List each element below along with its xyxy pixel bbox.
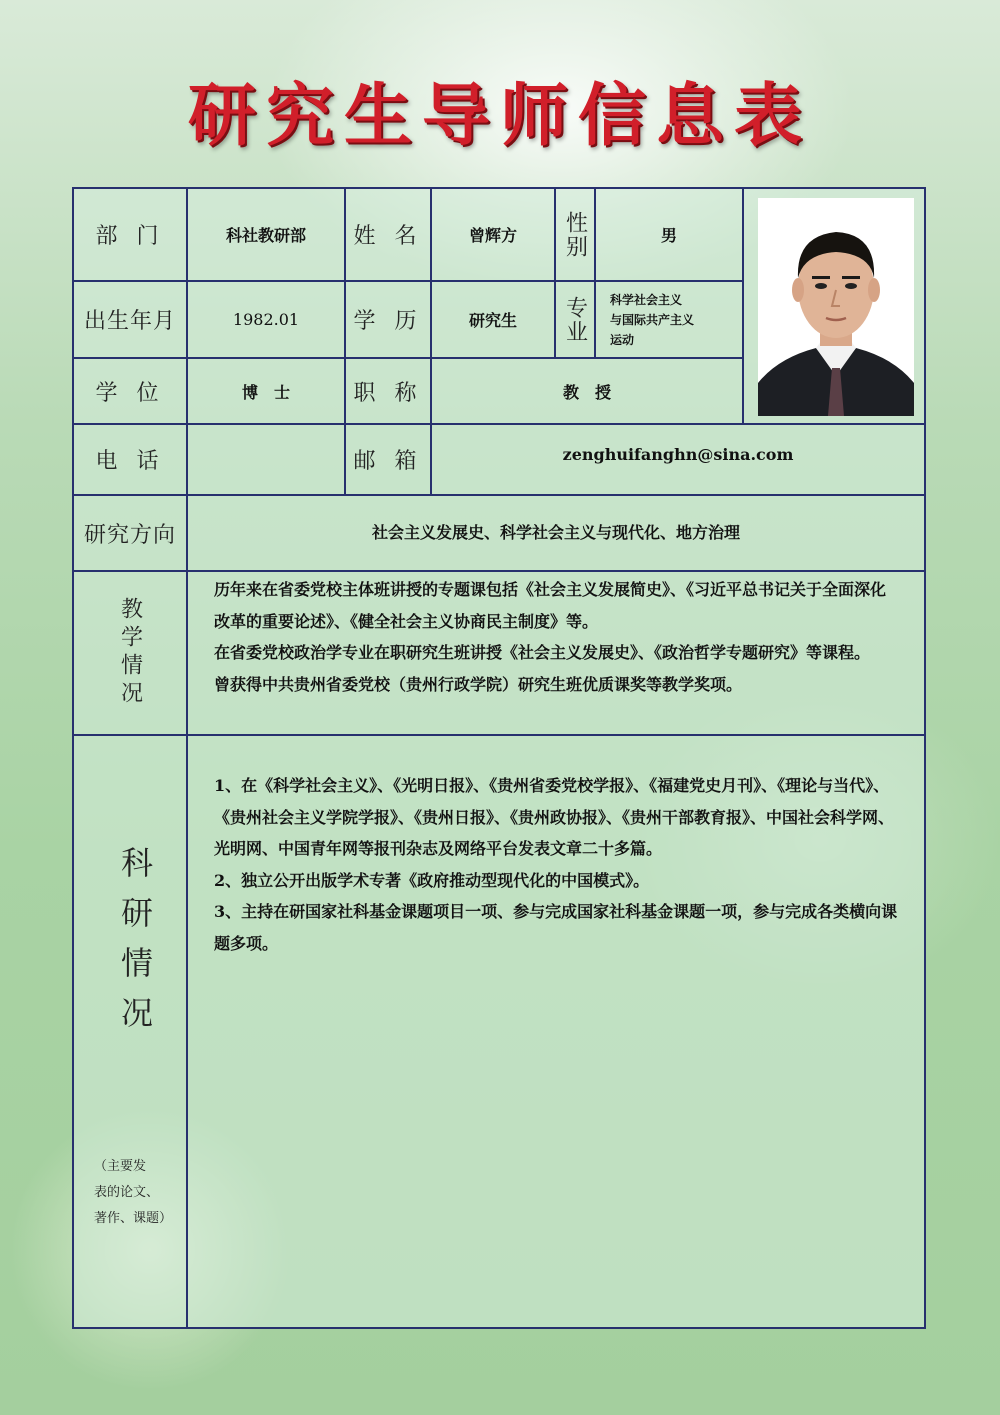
research-note-line: 著作、课题） (94, 1211, 173, 1226)
dept-value: 科社教研部 (186, 187, 346, 282)
major-line-3: 运动 (610, 332, 635, 347)
research-direction-label: 研究方向 (72, 494, 188, 572)
research-note-line: （主要发 (94, 1159, 147, 1174)
research-note (94, 1154, 186, 1232)
title-value: 教 授 (430, 357, 744, 425)
gender-value: 男 (594, 187, 744, 282)
major-line-1: 科学社会主义 (610, 292, 683, 307)
page-title: 研究生导师信息表 (187, 77, 812, 156)
phone-label: 电 话 (72, 423, 188, 496)
edu-label: 学 历 (344, 280, 432, 359)
research-paragraph: 3、主持在研国家社科基金课题项目一项、参与完成国家社科基金课题一项，参与完成各类横向课题多项。 (214, 902, 898, 953)
research-direction-value: 社会主义发展史、科学社会主义与现代化、地方治理 (186, 494, 926, 572)
email-value: zenghuifanghn@sina.com (430, 423, 926, 496)
birth-label: 出生年月 (72, 280, 188, 359)
birth-value: 1982.01 (186, 280, 346, 359)
teaching-content (186, 570, 926, 736)
degree-value: 博 士 (186, 357, 346, 425)
teaching-label-text: 教学情况 (117, 597, 143, 709)
research-note-line: 表的论文、 (94, 1185, 160, 1200)
major-line-2: 与国际共产主义 (610, 312, 695, 327)
degree-label: 学 位 (72, 357, 188, 425)
major-label-text: 专业 (562, 295, 588, 344)
research-content (186, 734, 926, 1329)
portrait-photo (758, 198, 914, 416)
dept-label: 部 门 (72, 187, 188, 282)
teaching-paragraph: 曾获得中共贵州省委党校（贵州行政学院）研究生班优质课奖等教学奖项。 (214, 674, 743, 694)
edu-value: 研究生 (430, 280, 556, 359)
major-label (554, 280, 596, 359)
major-value (594, 280, 744, 359)
teaching-paragraph: 在省委党校政治学专业在职研究生班讲授《社会主义发展史》、《政治哲学专题研究》等课程。 (214, 643, 871, 662)
research-paragraph: 2、独立公开出版学术专著《政府推动型现代化的中国模式》。 (214, 870, 650, 890)
phone-value (186, 423, 346, 496)
title-label: 职 称 (344, 357, 432, 425)
name-label: 姓 名 (344, 187, 432, 282)
gender-label (554, 187, 596, 282)
research-paragraph: 1、在《科学社会主义》、《光明日报》、《贵州省委党校学报》、《福建党史月刊》、《理论与当代》、《贵州社会主义学院学报》、《贵州日报》、《贵州政协报》、《贵州干部教育报》、中国社会科学网、光明网、中国青年网等报刊杂志及网络平台发表文章二十多篇。 (214, 776, 895, 858)
research-label-text: 科研情况 (116, 846, 154, 1046)
teaching-label (72, 570, 188, 736)
research-label-cell (72, 734, 188, 1329)
portrait-image (758, 198, 914, 416)
name-value: 曾辉方 (430, 187, 556, 282)
email-label: 邮 箱 (344, 423, 432, 496)
gender-label-text: 性别 (562, 210, 588, 259)
teaching-paragraph: 历年来在省委党校主体班讲授的专题课包括《社会主义发展简史》、《习近平总书记关于全面深化改革的重要论述》、《健全社会主义协商民主制度》等。 (214, 580, 887, 631)
